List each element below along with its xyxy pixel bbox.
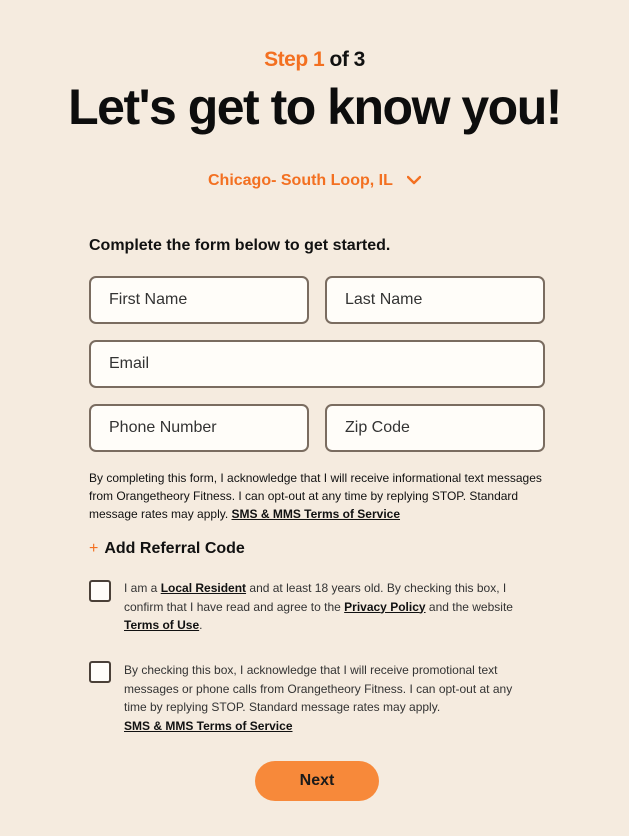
local-resident-checkbox[interactable]	[89, 580, 111, 602]
referral-label: Add Referral Code	[104, 540, 245, 557]
step-total: of 3	[329, 48, 365, 71]
plus-icon: +	[89, 540, 99, 557]
local-resident-link[interactable]: Local Resident	[160, 581, 247, 595]
chevron-down-icon	[407, 172, 421, 190]
page-title: Let's get to know you!	[68, 79, 561, 135]
step-indicator	[0, 48, 629, 72]
email-input[interactable]	[89, 340, 545, 388]
consent2-sms-terms-link[interactable]: SMS & MMS Terms of Service	[124, 718, 293, 733]
sms-terms-link[interactable]: SMS & MMS Terms of Service	[231, 507, 401, 521]
location-label: Chicago- South Loop, IL	[207, 172, 393, 190]
step-current: Step 1	[264, 48, 325, 71]
zip-code-input[interactable]	[325, 404, 545, 452]
add-referral-code-button[interactable]	[89, 540, 245, 558]
consent1-text-c: and the website	[428, 599, 513, 614]
first-name-input[interactable]	[89, 276, 309, 324]
consent2-text: By checking this box, I acknowledge that I will receive promotional text messages or phone calls from Orangetheory Fitness. I can opt-out at any time by replying STOP. Standard message rates may apply.	[124, 663, 513, 714]
consent1-text-d: .	[199, 618, 203, 632]
privacy-policy-link[interactable]: Privacy Policy	[344, 599, 426, 614]
last-name-input[interactable]	[325, 276, 545, 324]
form-intro: Complete the form below to get started.	[89, 237, 391, 254]
location-selector[interactable]	[0, 172, 629, 190]
phone-input[interactable]	[89, 404, 309, 452]
local-resident-consent-text	[124, 579, 534, 635]
sms-disclaimer	[89, 469, 545, 523]
consent1-text-a: I am a	[124, 581, 158, 595]
promotional-consent-checkbox[interactable]	[89, 661, 111, 683]
next-button[interactable]: Next	[255, 761, 379, 801]
disclaimer-text: By completing this form, I acknowledge that I will receive informational text messages from Orangetheory Fitness. I can opt-out at any time by replying STOP. Standard message rates may apply.	[89, 471, 542, 521]
promotional-consent-text	[124, 661, 534, 735]
consent1-text-b: and at least 18 years old. By checking this box, I confirm that I have read and agree to the	[124, 581, 507, 614]
terms-of-use-link[interactable]: Terms of Use	[124, 618, 200, 632]
